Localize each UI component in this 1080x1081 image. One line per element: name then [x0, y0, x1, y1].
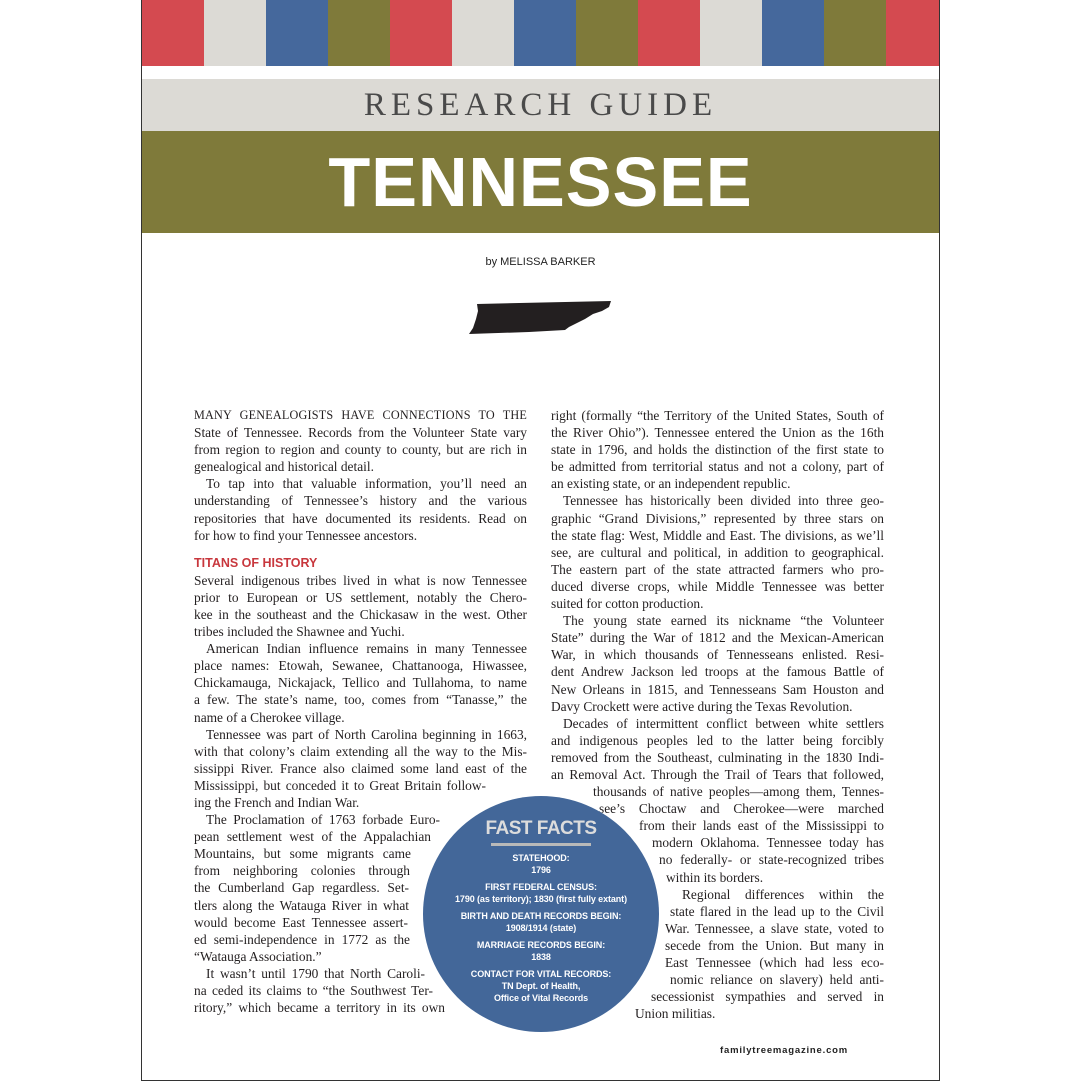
- text-line: New Orleans in 1815, and Tennesseans Sam Houston and: [551, 681, 884, 697]
- text-line: within its borders.: [666, 869, 764, 885]
- text-line: see, are cultural and political, in addition to geographical.: [551, 544, 884, 560]
- text-line: right (formally “the Territory of the United States, South of: [551, 408, 884, 423]
- text-line: Tennessee has historically been divided into three geo-: [563, 493, 884, 509]
- fact-label: MARRIAGE RECORDS BEGIN:: [476, 940, 606, 950]
- stripe-gray: [452, 0, 514, 66]
- text-line: kee in the southeast and the Chickasaw in the west. Other: [194, 606, 527, 622]
- text-line: removed from the Southeast, culminating in the 1830 Indi-: [551, 749, 884, 765]
- fact-value2: Office of Vital Records: [493, 993, 589, 1003]
- paragraph: [551, 407, 884, 492]
- text-line: State of Tennessee. Records from the Volunteer State vary: [194, 425, 527, 441]
- text-line: graphic “Grand Divisions,” represented by three stars on: [551, 510, 884, 526]
- paragraph: [194, 475, 527, 543]
- text-line: thousands of native peoples—among them, Tennes-: [593, 784, 884, 800]
- text-line: The young state earned its nickname “the Volunteer: [563, 613, 884, 629]
- byline: by MELISSA BARKER: [485, 256, 596, 268]
- text-line: ed semi-independence in 1772 as the: [194, 931, 410, 947]
- stripe-red: [142, 0, 204, 66]
- kicker: RESEARCH GUIDE: [363, 86, 718, 123]
- kicker-band: [142, 79, 939, 131]
- fact-label: FIRST FEDERAL CENSUS:: [485, 882, 597, 892]
- text-line: The Proclamation of 1763 forbade Euro-: [206, 812, 440, 828]
- text-line: for how to find your Tennessee ancestors.: [194, 527, 418, 543]
- text-line: secede from the Union. But many in: [665, 937, 884, 953]
- text-line: duced diverse crops, while Middle Tennessee was better: [551, 578, 884, 594]
- text-line: nomic reliance on slavery) held anti-: [670, 972, 884, 988]
- text-line: from their lands east of the Mississippi to: [639, 818, 884, 834]
- text-line: East Tennessee (which had less eco-: [665, 955, 884, 970]
- text-line: It wasn’t until 1790 that North Caroli-: [206, 965, 425, 981]
- text-line: Several indigenous tribes lived in what is now Tennessee: [194, 572, 527, 588]
- text-line: Union militias.: [635, 1006, 716, 1022]
- text-line: Chickamauga, Nickajack, Tellico and Tullahoma, to name: [194, 675, 527, 691]
- title-band: [142, 131, 939, 233]
- text-line: understanding of Tennessee’s history and the various: [194, 493, 527, 509]
- fact-item: [423, 939, 659, 963]
- color-stripes: [142, 0, 939, 66]
- fast-facts-divider: [491, 843, 591, 846]
- fact-item: [423, 881, 659, 905]
- text-line: prior to European or US settlement, notably the Chero-: [194, 589, 527, 605]
- text-line: War, in which thousands of Tennesseans enlisted. Resi-: [551, 647, 884, 663]
- text-line: the River Ohio”). Tennessee entered the Union as the 16th: [551, 425, 884, 441]
- text-line: tribes included the Shawnee and Yuchi.: [194, 624, 405, 640]
- text-line: the state flag: West, Middle and East. The divisions, as we’ll: [551, 527, 884, 543]
- text-line: an existing state, or an independent republic.: [551, 476, 791, 492]
- paragraph: [551, 492, 884, 612]
- paragraph: [194, 726, 527, 811]
- stripe-blue: [514, 0, 576, 66]
- fact-label: CONTACT FOR VITAL RECORDS:: [470, 969, 612, 979]
- tennessee-map-icon: [469, 299, 614, 337]
- text-line: dent Andrew Jackson led troops at the famous Battle of: [551, 664, 884, 680]
- text-line: American Indian influence remains in many Tennessee: [206, 641, 527, 657]
- page-title: TENNESSEE: [328, 143, 753, 221]
- text-line: repositories that have documented its residents. Read on: [194, 510, 527, 526]
- text-line: sissippi River. France also claimed some land east of the: [194, 760, 527, 776]
- text-line: Tennessee was part of North Carolina beginning in 1663,: [206, 726, 527, 742]
- stripe-blue: [266, 0, 328, 66]
- text-line: suited for cotton production.: [551, 596, 704, 612]
- text-line: Mountains, but some migrants came: [194, 846, 411, 862]
- text-line: Mississippi, but conceded it to Great Britain follow-: [194, 777, 486, 793]
- fact-value: 1838: [531, 952, 551, 962]
- text-line: an Removal Act. Through the Trail of Tears that followed,: [551, 766, 884, 782]
- text-line: Regional differences within the: [682, 886, 884, 902]
- text-line: no federally- or state-recognized tribes: [659, 852, 884, 868]
- text-line: state flared in the lead up to the Civil: [670, 903, 884, 919]
- fast-facts-title: FAST FACTS: [485, 818, 597, 839]
- text-line: MANY GENEALOGISTS HAVE CONNECTIONS TO THE: [194, 408, 527, 422]
- stripe-red: [390, 0, 452, 66]
- text-line: ritory,” which became a territory in its own: [194, 1000, 445, 1016]
- stripe-gray: [204, 0, 266, 66]
- text-line: the Cumberland Gap regardless. Set-: [194, 880, 409, 896]
- fact-value: 1796: [531, 865, 551, 875]
- fact-item: [423, 852, 659, 876]
- paragraph: [194, 572, 527, 640]
- fact-item: [423, 910, 659, 934]
- text-line: from region to region and county to county, but are rich in: [194, 442, 527, 458]
- paragraph: [194, 407, 527, 475]
- paragraph: [551, 612, 884, 715]
- text-line: The eastern part of the state attracted farmers who pro-: [551, 561, 884, 577]
- text-line: be admitted from territorial status and not a colony, part of: [551, 459, 884, 475]
- text-line: and indigenous peoples led to the latter being forcibly: [551, 732, 884, 748]
- text-line: name of a Cherokee village.: [194, 709, 345, 725]
- stripe-blue: [762, 0, 824, 66]
- fact-item: [423, 968, 659, 1004]
- text-line: Decades of intermittent conflict between white settlers: [563, 715, 884, 731]
- fact-label: STATEHOOD:: [512, 853, 570, 863]
- text-line: see’s Choctaw and Cherokee—were marched: [599, 801, 884, 817]
- stripe-red: [886, 0, 939, 66]
- text-line: na ceded its claims to “the Southwest Ter-: [194, 983, 433, 998]
- text-line: would become East Tennessee assert-: [194, 914, 408, 930]
- research-guide-page: [141, 0, 940, 1081]
- stripe-olive: [328, 0, 390, 66]
- text-line: pean settlement west of the Appalachian: [194, 829, 431, 845]
- text-line: secessionist sympathies and served in: [651, 989, 884, 1005]
- fast-facts-circle: [423, 796, 659, 1032]
- text-line: “Watauga Association.”: [194, 948, 322, 964]
- text-line: state in 1796, and holds the distinction of the first state to: [551, 442, 884, 458]
- text-line: with that colony’s claim extending all the way to the Mis-: [194, 743, 527, 759]
- stripe-olive: [824, 0, 886, 66]
- footer-site: familytreemagazine.com: [720, 1045, 848, 1056]
- fact-value: TN Dept. of Health,: [501, 981, 581, 991]
- fact-label: BIRTH AND DEATH RECORDS BEGIN:: [460, 911, 622, 921]
- fact-value: 1790 (as territory); 1830 (first fully extant): [455, 894, 627, 904]
- text-line: War. Tennessee, a slave state, voted to: [665, 920, 884, 936]
- paragraph: [194, 640, 527, 725]
- text-line: tlers along the Watauga River in what: [194, 897, 409, 913]
- text-line: modern Oklahoma. Tennessee today has: [652, 835, 884, 851]
- text-line: State” during the War of 1812 and the Mexican-American: [551, 630, 884, 646]
- section-heading: TITANS OF HISTORY: [194, 555, 318, 570]
- text-line: from neighboring colonies through: [194, 863, 410, 879]
- text-line: Davy Crockett were active during the Texas Revolution.: [551, 698, 853, 714]
- text-line: ing the French and Indian War.: [194, 794, 360, 810]
- text-line: a few. The state’s name, too, comes from “Tanasse,” the: [194, 692, 527, 708]
- text-line: genealogical and historical detail.: [194, 459, 374, 475]
- fact-value: 1908/1914 (state): [505, 923, 577, 933]
- text-line: To tap into that valuable information, you’ll need an: [206, 476, 527, 492]
- stripe-olive: [576, 0, 638, 66]
- stripe-gray: [700, 0, 762, 66]
- text-line: place names: Etowah, Sewanee, Chattanooga, Hiwassee,: [194, 658, 527, 674]
- stripe-red: [638, 0, 700, 66]
